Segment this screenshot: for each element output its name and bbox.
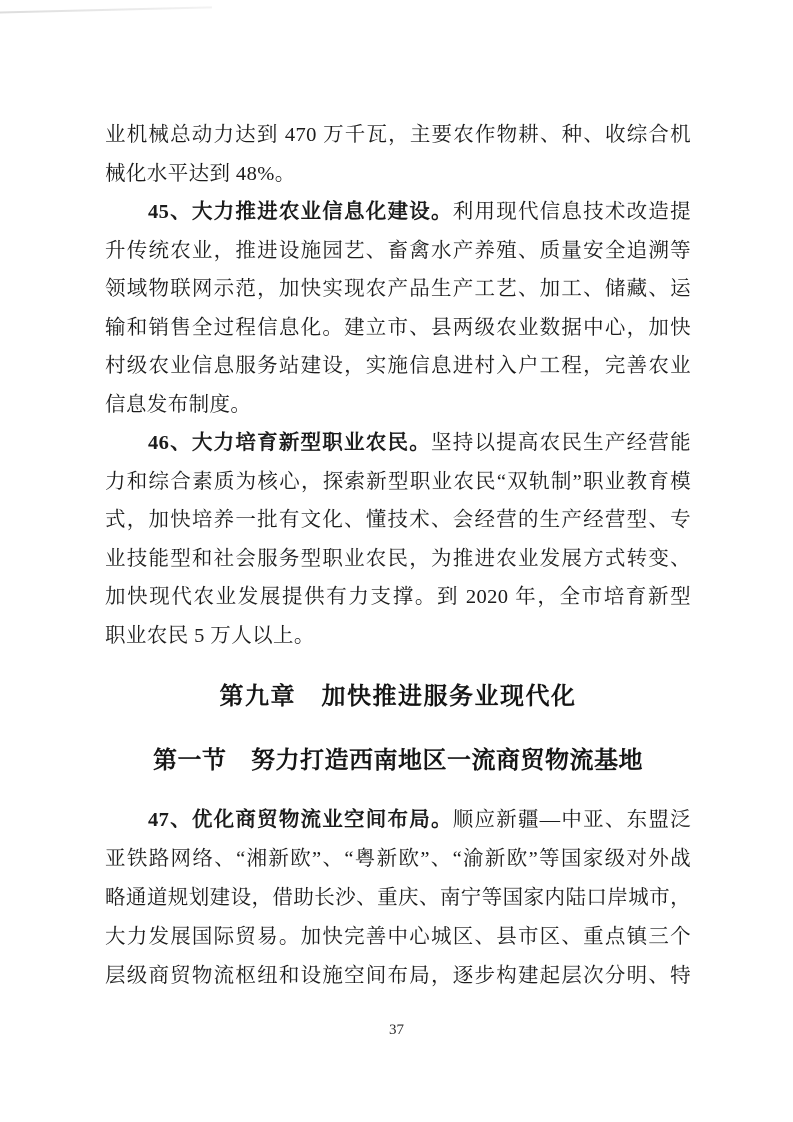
- item-47-title: 47、优化商贸物流业空间布局。: [148, 809, 453, 831]
- body-line: 升传统农业，推进设施园艺、畜禽水产养殖、质量安全追溯等: [105, 239, 691, 262]
- body-line: 加快现代农业发展提供有力支撑。到 2020 年，全市培育新型: [105, 586, 691, 608]
- body-line: 村级农业信息服务站建设，实施信息进村入户工程，完善农业: [105, 355, 691, 377]
- body-line: 亚铁路网络、“湘新欧”、“粤新欧”、“渝新欧”等国家级对外战: [105, 848, 691, 870]
- body-line: 略通道规划建设，借助长沙、重庆、南宁等国家内陆口岸城市，: [105, 887, 691, 909]
- item-45-title: 45、大力推进农业信息化建设。: [148, 201, 453, 223]
- body-line: 业机械总动力达到 470 万千瓦，主要农作物耕、种、收综合机: [105, 124, 691, 146]
- body-line: 大力发展国际贸易。加快完善中心城区、县市区、重点镇三个: [105, 926, 691, 948]
- item-46-title: 46、大力培育新型职业农民。: [148, 432, 431, 454]
- body-line: 式，加快培养一批有文化、懂技术、会经营的生产经营型、专: [105, 509, 691, 531]
- body-line: 层级商贸物流枢纽和设施空间布局，逐步构建起层次分明、特: [105, 965, 691, 987]
- body-line: [105, 424, 691, 463]
- body-line: [105, 193, 691, 232]
- scan-artifact-line: [0, 6, 212, 13]
- body-line: 职业农民 5 万人以上。: [105, 624, 315, 647]
- body-line: 输和销售全过程信息化。建立市、县两级农业数据中心，加快: [105, 316, 691, 339]
- body-text: 利用现代信息技术改造提: [452, 201, 691, 223]
- body-line: 信息发布制度。: [105, 393, 252, 416]
- body-line: [105, 801, 691, 840]
- page-content: [105, 116, 691, 996]
- page-number: 37: [389, 1022, 404, 1038]
- section-heading: 第一节 努力打造西南地区一流商贸物流基地: [153, 748, 643, 774]
- body-line: 械化水平达到 48%。: [105, 162, 296, 185]
- body-line: 领域物联网示范，加快实现农产品生产工艺、加工、储藏、运: [105, 278, 691, 300]
- body-text: 坚持以提高农民生产经营能: [430, 432, 691, 454]
- body-line: 业技能型和社会服务型职业农民，为推进农业发展方式转变、: [105, 547, 691, 570]
- chapter-heading: 第九章 加快推进服务业现代化: [219, 683, 577, 710]
- body-line: 力和综合素质为核心，探索新型职业农民“双轨制”职业教育模: [105, 470, 691, 493]
- body-text: 顺应新疆—中亚、东盟泛: [452, 809, 691, 831]
